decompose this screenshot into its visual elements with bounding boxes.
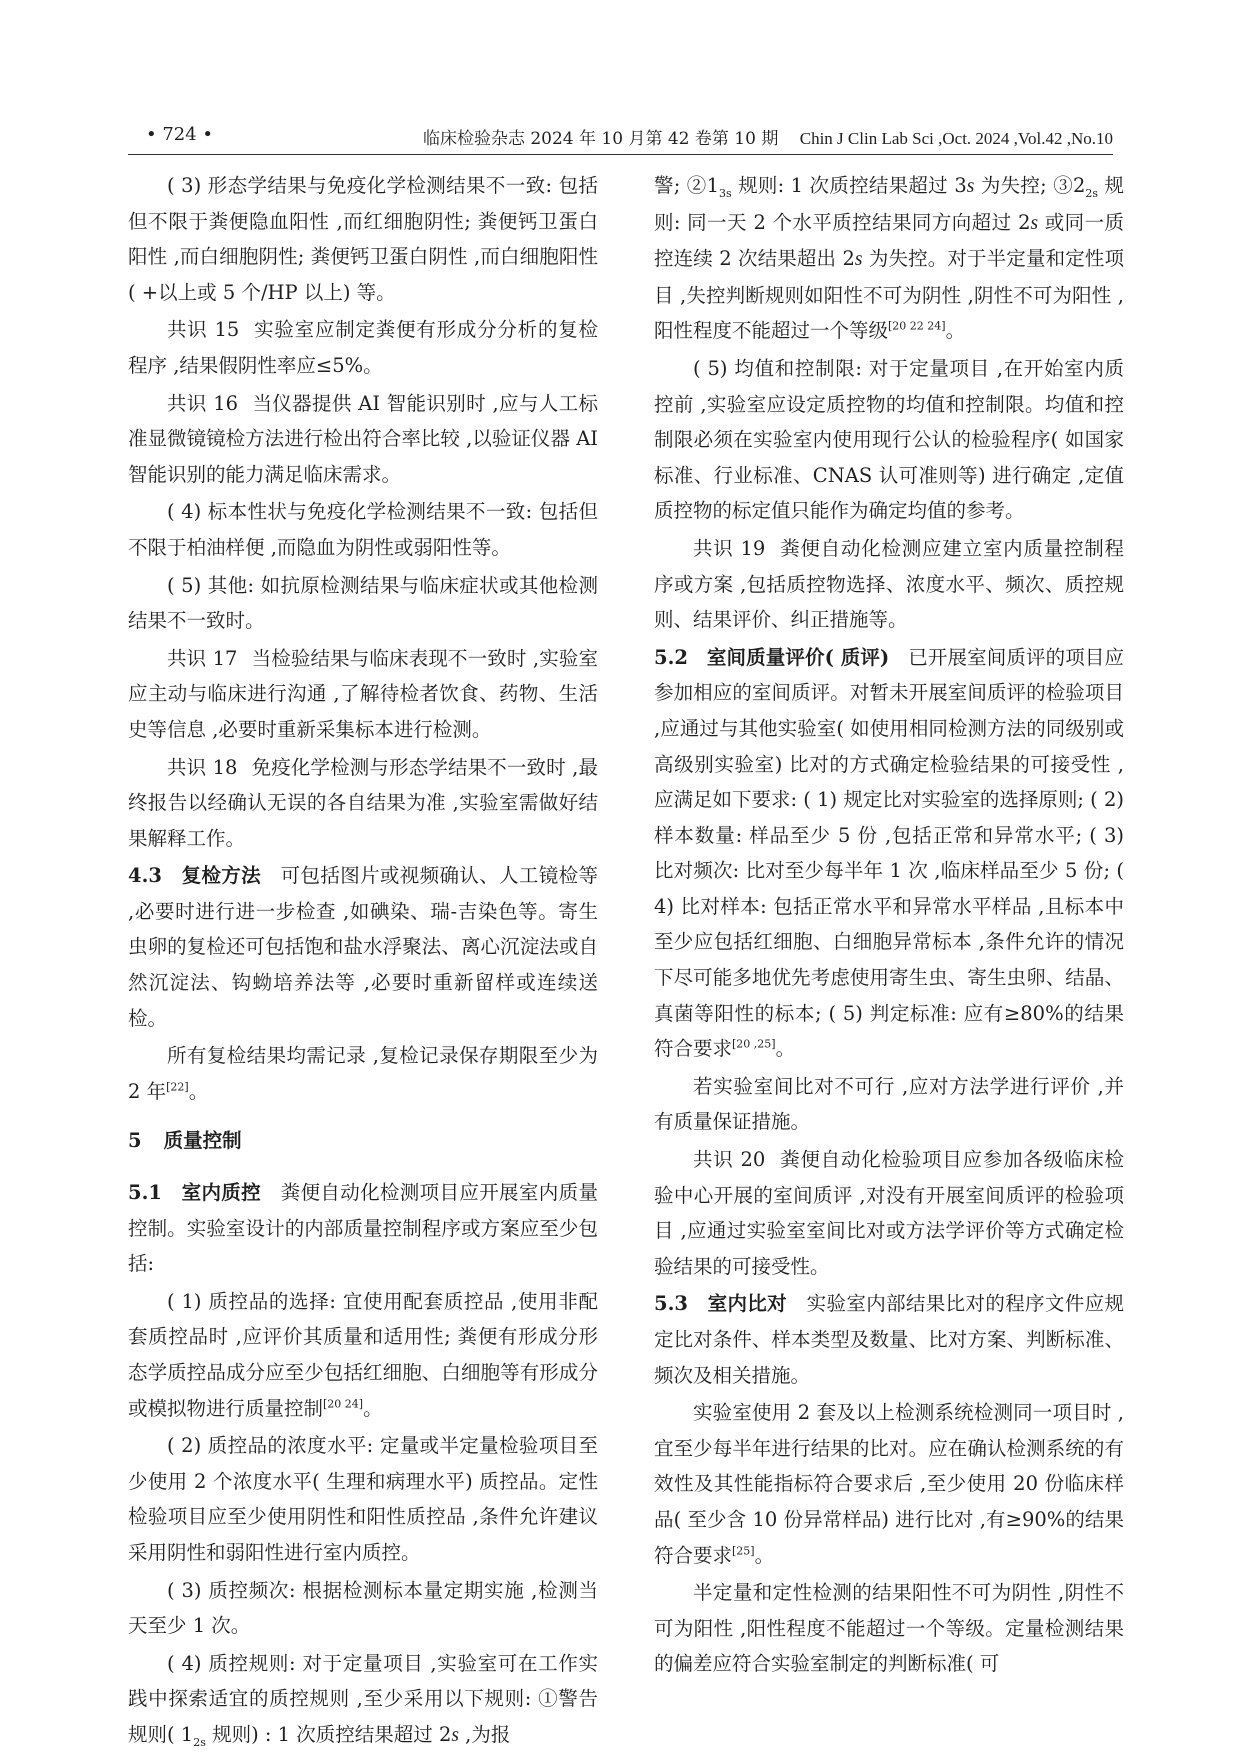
paragraph-method-eval: 若实验室间比对不可行 ,应对方法学进行评价 ,并有质量保证措施。 [654,1074,1124,1134]
paragraph-end: 。 [775,1037,796,1061]
section-number: 5.1 [128,1181,162,1205]
paragraph-text: ,为报 [458,1722,511,1746]
section-4-3 [128,858,598,1036]
page-number: • 724 • [146,124,214,145]
consensus-text: 粪便自动化检测应建立室内质量控制程序或方案 ,包括质控物选择、浓度水平、频次、质控规则、结果评价、纠正措施等。 [654,536,1124,632]
section-text: 已开展室间质评的项目应参加相应的室间质评。对暂未开展室间质评的检验项目 ,应通过与其他实验室( 如使用相同检测方法的同级别或高级别实验室) 比对的方式确定检验结果的可接受性 ,应满足如下要求: ( 1) 规定比对实验室的选择原则; ( 2) 样本数量: 样品至少 5 份 ,包括正常和异常水平; ( 3) 比对频次: 比对至少每半年 1 次 ,临床样品至少 5 份; ( 4) 比对样本: 包括正常水平和异常水平样品 ,且标本中至少应包括红细胞、白细胞异常标本 ,条件允许的情况下尽可能多地优先考虑使用寄生虫、寄生虫卵、结晶、真菌等阳性的标本; ( 5) 判定标准: 应有≥80%的结果符合要求 [654,645,1124,1061]
qc-item-5: ( 5) 均值和控制限: 对于定量项目 ,在开始室内质控前 ,实验室应设定质控物的均值和控制限。均值和控制限必须在实验室内使用现行公认的检验程序( 如国家标准、行业标准、CNAS 认可准则等) 进行确定 ,定值质控物的标定值只能作为确定均值的参考。 [654,356,1124,523]
rule-subscript: 2s [1085,186,1099,200]
consensus-text: 当仪器提供 AI 智能识别时 ,应与人工标准显微镜镜检方法进行检出符合率比较 ,以验证仪器 AI 智能识别的能力满足临床需求。 [128,391,598,486]
consensus-text: 实验室应制定粪便有形成分分析的复检程序 ,结果假阴性率应≤5%。 [128,318,598,377]
section-number: 5 [128,1129,142,1153]
paragraph-text: ( 1) 质控品的选择: 宜使用配套质控品 ,使用非配套质控品时 ,应评价其质量和适用性; 粪便有形成分形态学质控品成分应至少包括红细胞、白细胞等有形成分或模拟物进行质量控制 [128,1289,598,1420]
consensus-15 [128,312,598,383]
paragraph-text: ( 4) 质控规则: 对于定量项目 ,实验室可在工作实践中探索适宜的质控规则 ,至少采用以下规则: ①警告规则( 1 [128,1651,598,1746]
page-header [128,124,1113,155]
paragraph-semiquant: 半定量和定性检测的结果阳性不可为阴性 ,阴性不可为阳性 ,阳性程度不能超过一个等级。定量检测结果的偏差应符合实验室制定的判断标准( 可 [654,1581,1124,1676]
section-number: 5.2 [654,645,688,669]
section-5-3 [654,1286,1124,1393]
paragraph-recheck-records [128,1038,598,1109]
paragraph-text: 规则: 1 次质控结果超过 3 [731,174,967,197]
section-5-heading [128,1123,598,1159]
consensus-label: 共识 20 [693,1148,766,1172]
paragraph-text: 规则: 同一天 2 个水平质控结果同方向超过 2 [654,174,1124,234]
consensus-label: 共识 17 [167,646,238,670]
section-5-2 [654,640,1124,1067]
section-title: 室内比对 [707,1292,788,1316]
journal-citation [423,124,1113,149]
sigma-symbol: s [966,176,975,197]
sigma-symbol: s [1030,212,1039,234]
consensus-text: 免疫化学检测与形态学结果不一致时 ,最终报告以经确认无误的各自结果为准 ,实验室需做好结果解释工作。 [128,755,598,850]
section-text: 粪便自动化检测项目应开展室内质量控制。实验室设计的内部质量控制程序或方案应至少包括: [128,1181,598,1276]
consensus-17 [128,641,598,748]
paragraph-text: 规则) : 1 次质控结果超过 2 [205,1722,452,1746]
citation-ref: [25] [732,1544,755,1558]
qc-item-2: ( 2) 质控品的浓度水平: 定量或半定量检验项目至少使用 2 个浓度水平( 生理和病理水平) 质控品。定性检验项目应至少使用阴性和阳性质控品 ,条件允许建议采用阴性和弱阳性进行室内质控。 [128,1434,598,1564]
consensus-18 [128,750,598,857]
paragraph-end: 。 [363,1396,383,1420]
left-column [128,168,598,1756]
paragraph-system-compare [654,1395,1124,1573]
section-title: 复检方法 [181,864,262,888]
section-text: 实验室内部结果比对的程序文件应规定比对条件、样本类型及数量、比对方案、判断标准、频次及相关措施。 [654,1292,1124,1387]
consensus-16 [128,386,598,493]
qc-item-1 [128,1284,598,1426]
sigma-symbol: s [451,1724,459,1746]
citation-ref: [20 22 24] [888,319,946,333]
paragraph-text: 所有复检结果均需记录 ,复检记录保存期限至少为 2 年 [128,1044,598,1103]
journal-title-cn: 临床检验杂志 2024 年 10 月第 42 卷第 10 期 [422,129,779,149]
consensus-19 [654,531,1124,638]
rule-subscript: 3s [718,186,732,200]
paragraph-end: 。 [188,1079,209,1103]
section-number: 4.3 [128,864,162,888]
paragraph-end: 。 [754,1543,775,1567]
sigma-symbol: s [854,249,863,271]
section-number: 5.3 [654,1292,688,1316]
paragraph-others: ( 5) 其他: 如抗原检测结果与临床症状或其他检测结果不一致时。 [128,573,598,633]
citation-ref: [20 24] [323,1397,364,1411]
paragraph-text: 为失控; ③2 [974,174,1086,197]
citation-ref: [22] [166,1080,189,1094]
consensus-label: 共识 18 [167,755,238,779]
rule-subscript: 2s [193,1735,206,1749]
qc-rules-continued [654,168,1124,349]
section-title: 室间质量评价( 质评) [706,645,890,669]
journal-title-en: Chin J Clin Lab Sci ,Oct. 2024 ,Vol.42 ,No.10 [799,129,1113,148]
right-column [654,168,1124,1684]
consensus-label: 共识 15 [167,318,240,342]
section-5-1 [128,1175,598,1282]
section-title: 质量控制 [163,1129,242,1153]
paragraph-end: 。 [945,319,966,343]
consensus-label: 共识 19 [693,536,766,560]
paragraph-morphology-immunochem: ( 3) 形态学结果与免疫化学检测结果不一致: 包括但不限于粪便隐血阳性 ,而红细胞阴性; 粪便钙卫蛋白阳性 ,而白细胞阴性; 粪便钙卫蛋白阴性 ,而白细胞阳性( +以上或 5 个/HP 以上) 等。 [128,174,598,304]
paragraph-text: 警; ②1 [654,174,719,197]
paragraph-text: 或同一质控连续 2 次结果超出 2 [654,210,1124,271]
consensus-20 [654,1142,1124,1284]
consensus-text: 粪便自动化检验项目应参加各级临床检验中心开展的室间质评 ,对没有开展室间质评的检验项目 ,应通过实验室室间比对或方法学评价等方式确定检验结果的可接受性。 [654,1148,1124,1278]
paragraph-text: 为失控。对于半定量和定性项目 ,失控判断规则如阳性不可为阴性 ,阴性不可为阳性 ,阳性程度不能超过一个等级 [654,247,1124,343]
section-title: 室内质控 [181,1181,262,1205]
citation-ref: [20 ,25] [732,1037,776,1051]
paragraph-text: 实验室使用 2 套及以上检测系统检测同一项目时 ,宜至少每半年进行结果的比对。应在确认检测系统的有效性及其性能指标符合要求后 ,至少使用 20 份临床样品( 至少含 10 份异常样品) 进行比对 ,有≥90%的结果符合要求 [654,1401,1124,1567]
qc-item-3: ( 3) 质控频次: 根据检测标本量定期实施 ,检测当天至少 1 次。 [128,1578,598,1638]
paragraph-specimen-traits: ( 4) 标本性状与免疫化学检测结果不一致: 包括但不限于柏油样便 ,而隐血为阴性或弱阳性等。 [128,500,598,559]
consensus-text: 当检验结果与临床表现不一致时 ,实验室应主动与临床进行沟通 ,了解待检者饮食、药物、生活史等信息 ,必要时重新采集标本进行检测。 [128,646,598,741]
qc-item-4 [128,1646,598,1754]
consensus-label: 共识 16 [167,391,239,415]
section-text: 可包括图片或视频确认、人工镜检等 ,必要时进行进一步检查 ,如碘染、瑞-吉染色等。寄生虫卵的复检还可包括饱和盐水浮聚法、离心沉淀法或自然沉淀法、钩蚴培养法等 ,必要时重新留样或连续送检。 [128,864,598,1030]
